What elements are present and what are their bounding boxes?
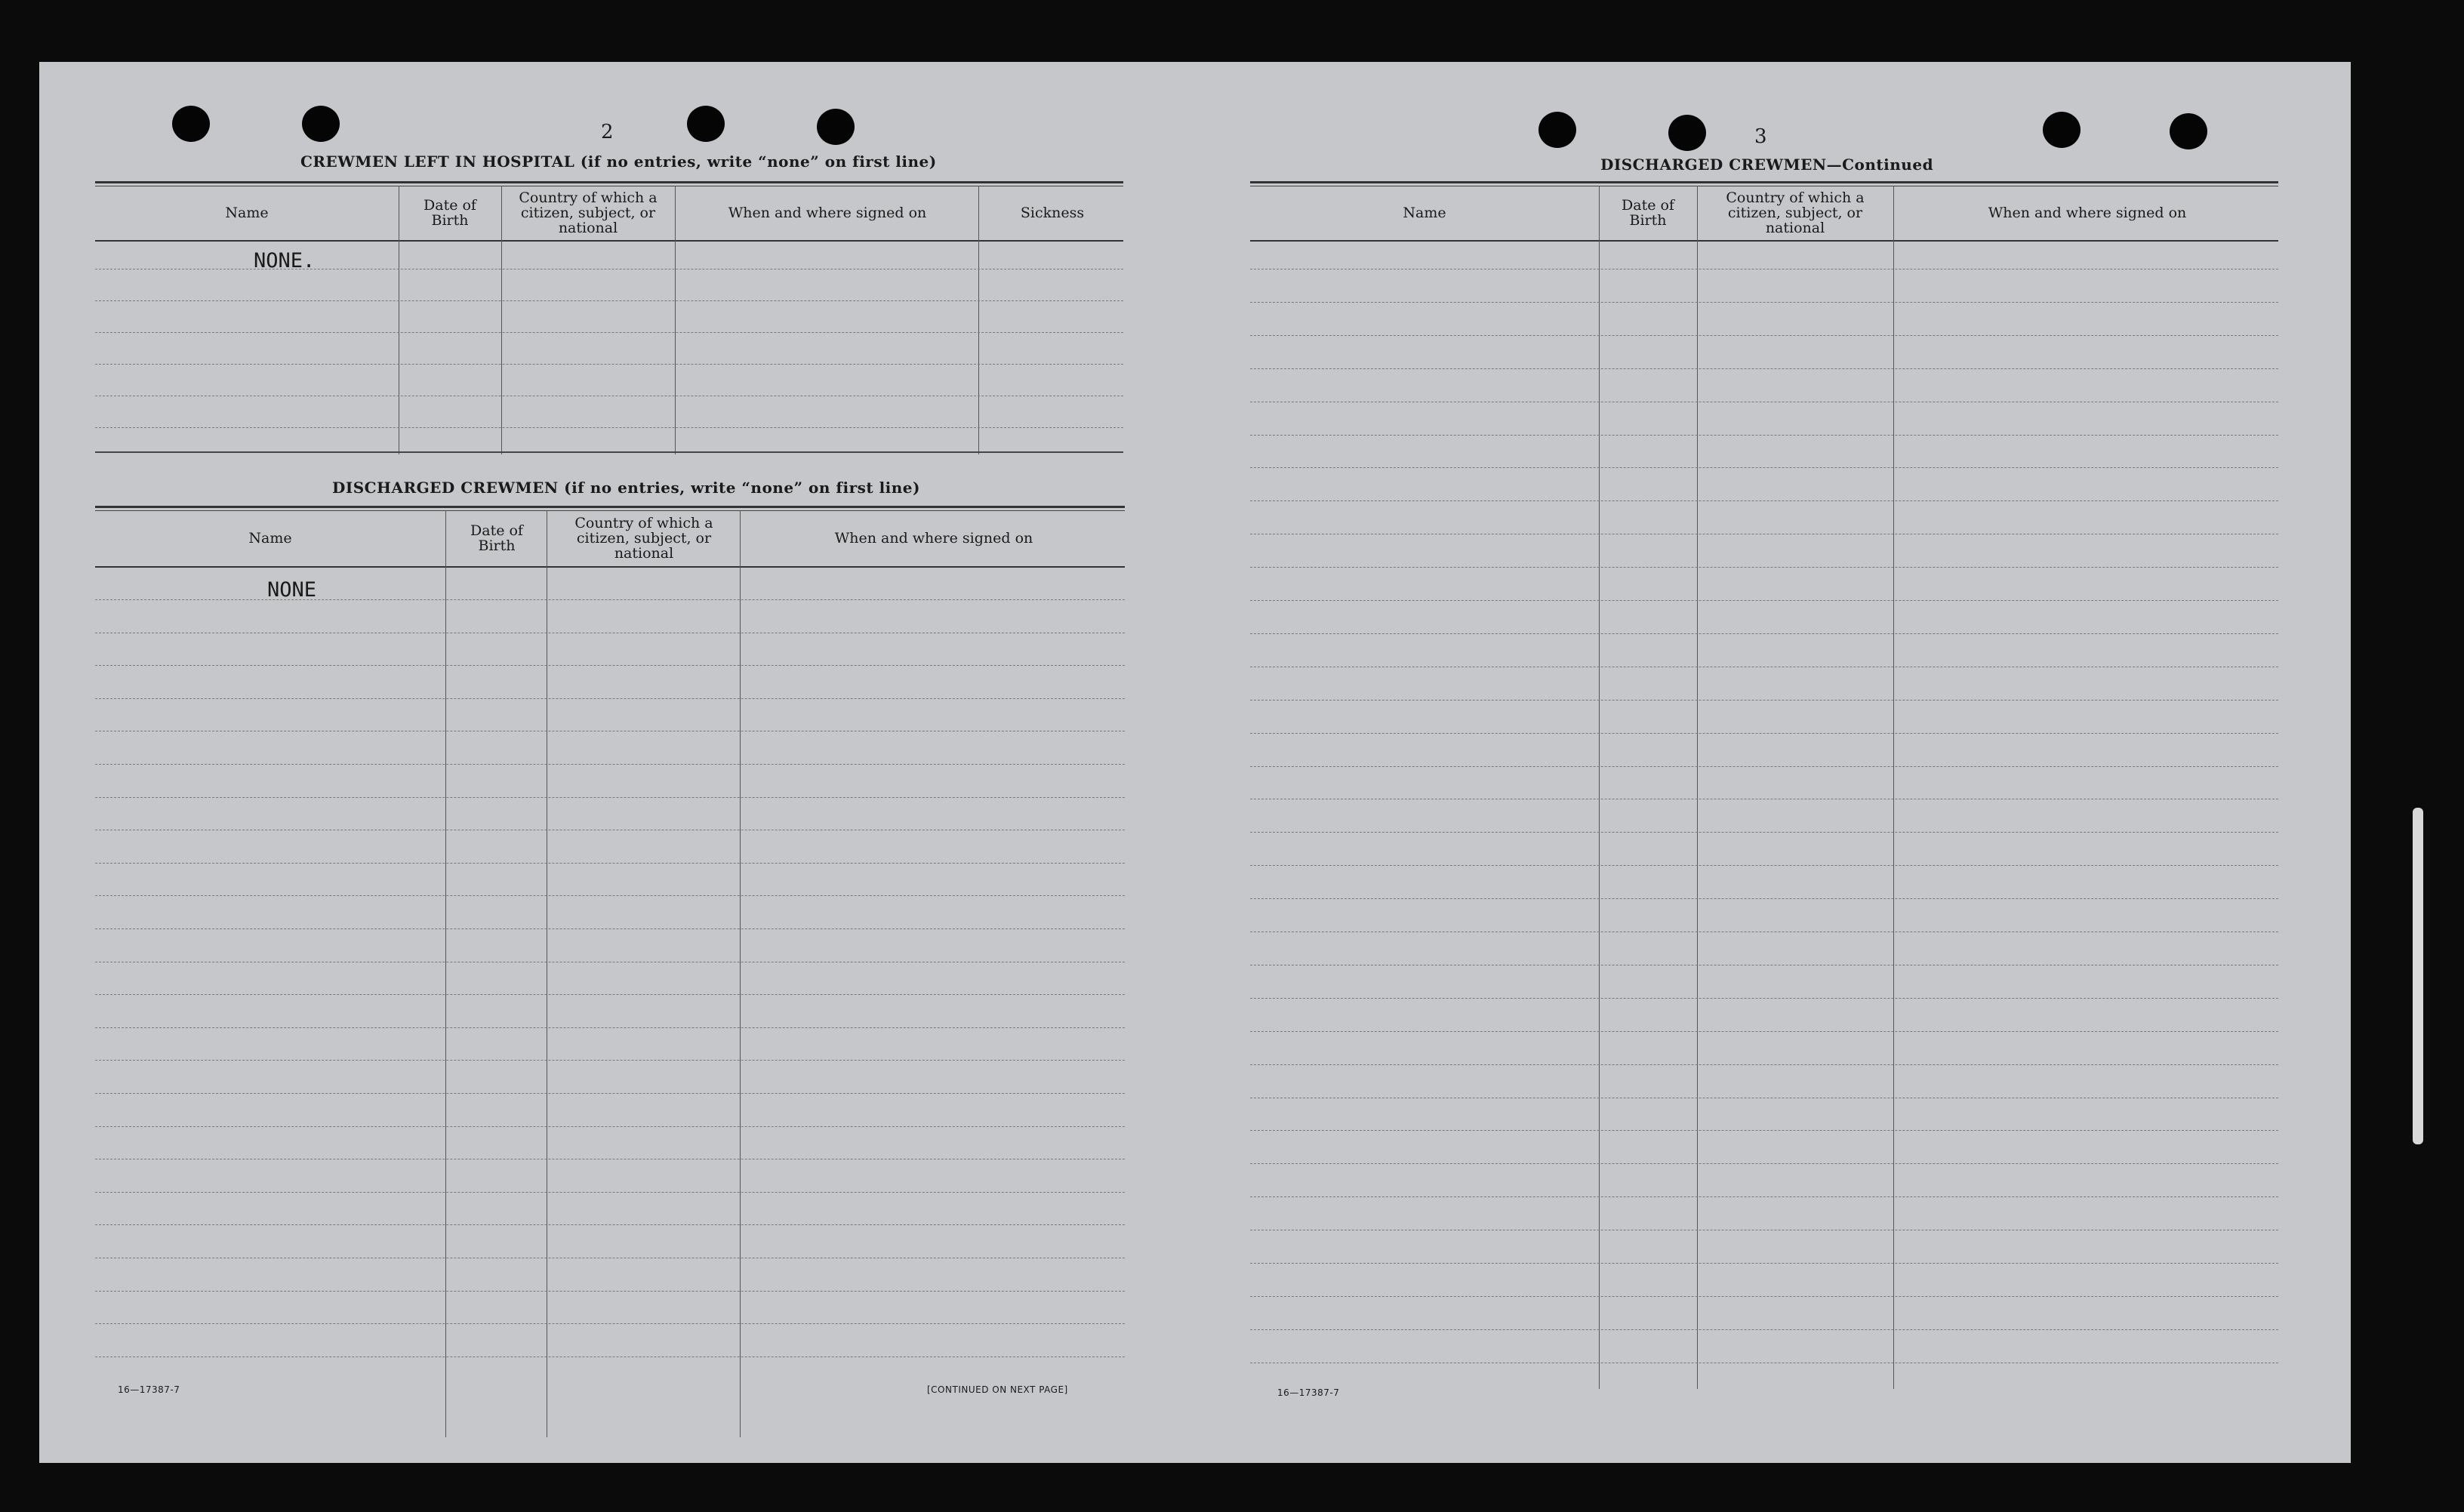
page-number: 3	[1754, 125, 1767, 148]
ruled-line	[1250, 898, 2278, 899]
punch-hole	[172, 106, 210, 142]
hospital-title-text: CREWMEN LEFT IN HOSPITAL	[300, 152, 575, 171]
ruled-line	[1250, 467, 2278, 468]
ruled-line	[95, 895, 1125, 896]
ruled-line	[95, 665, 1125, 666]
col-header-date-of-birth: Date of Birth	[470, 522, 523, 554]
punch-hole	[2043, 112, 2081, 148]
ruled-line	[1250, 1130, 2278, 1131]
ruled-line	[1250, 600, 2278, 601]
ruled-line	[95, 863, 1125, 864]
ruled-line	[1250, 435, 2278, 436]
col-header-name: Name	[248, 530, 292, 547]
col-header-signed-on: When and where signed on	[834, 530, 1033, 547]
punch-hole	[1538, 112, 1576, 148]
continued-section-title: DISCHARGED CREWMEN—Continued	[1600, 156, 1934, 174]
edge-strip	[2413, 808, 2423, 1144]
page-number: 2	[601, 121, 614, 143]
ruled-line	[1250, 733, 2278, 734]
hospital-entry-none: NONE.	[254, 249, 316, 273]
ruled-line	[1250, 567, 2278, 568]
ruled-line	[95, 928, 1125, 929]
ruled-line	[1250, 335, 2278, 336]
discharged-instruction: (if no entries, write “none” on first line)	[564, 479, 920, 497]
punch-hole	[302, 106, 340, 142]
form-number: 16—17387-7	[1277, 1387, 1340, 1398]
ruled-line	[1250, 998, 2278, 999]
ruled-line	[1250, 1196, 2278, 1197]
continued-note: [CONTINUED ON NEXT PAGE]	[927, 1384, 1068, 1395]
ruled-line	[95, 1323, 1125, 1324]
ruled-line	[1250, 766, 2278, 767]
col-header-sickness: Sickness	[1020, 205, 1085, 221]
ruled-line	[1250, 1064, 2278, 1065]
ruled-line	[1250, 368, 2278, 369]
ruled-line	[95, 1126, 1125, 1127]
ruled-line	[95, 1356, 1125, 1357]
col-header-country: Country of which a citizen, subject, or national	[574, 515, 713, 562]
discharged-title-text: DISCHARGED CREWMEN	[332, 479, 559, 497]
form-number: 16—17387-7	[118, 1384, 180, 1395]
hospital-table	[95, 181, 1123, 516]
col-header-signed-on: When and where signed on	[1988, 205, 2187, 221]
ruled-line	[1250, 1329, 2278, 1330]
ruled-line	[95, 1027, 1125, 1028]
document-sheet	[39, 62, 2351, 1463]
ruled-line	[95, 1224, 1125, 1225]
ruled-line	[1250, 1031, 2278, 1032]
col-header-country: Country of which a citizen, subject, or national	[519, 189, 658, 236]
hospital-section-title	[300, 152, 937, 171]
ruled-line	[1250, 1263, 2278, 1264]
ruled-line	[95, 599, 1125, 600]
ruled-line	[95, 698, 1125, 699]
ruled-line	[1250, 633, 2278, 634]
ruled-line	[95, 797, 1125, 798]
col-header-country: Country of which a citizen, subject, or national	[1726, 189, 1865, 236]
hospital-instruction: (if no entries, write “none” on first line)	[580, 152, 937, 171]
col-header-date-of-birth: Date of Birth	[424, 197, 476, 229]
discharged-entry-none: NONE	[267, 578, 317, 602]
ruled-line	[95, 994, 1125, 995]
discharged-section-title	[332, 479, 920, 497]
ruled-line	[1250, 302, 2278, 303]
col-header-name: Name	[1403, 205, 1446, 221]
ruled-line	[1250, 865, 2278, 866]
ruled-line	[95, 1192, 1125, 1193]
col-header-signed-on: When and where signed on	[728, 205, 927, 221]
punch-hole	[2170, 113, 2207, 149]
discharged-table	[95, 506, 1125, 1434]
punch-hole	[817, 109, 855, 145]
ruled-line	[1250, 1296, 2278, 1297]
ruled-line	[1250, 500, 2278, 501]
ruled-line	[1250, 700, 2278, 701]
ruled-line	[95, 1291, 1125, 1292]
ruled-line	[95, 1060, 1125, 1061]
ruled-line	[95, 1093, 1125, 1094]
continued-table	[1250, 181, 2278, 1442]
col-header-name: Name	[225, 205, 269, 221]
ruled-line	[1250, 832, 2278, 833]
ruled-line	[95, 764, 1125, 765]
punch-hole	[687, 106, 725, 142]
col-header-date-of-birth: Date of Birth	[1622, 197, 1674, 229]
ruled-line	[1250, 1163, 2278, 1164]
punch-hole	[1668, 115, 1706, 151]
